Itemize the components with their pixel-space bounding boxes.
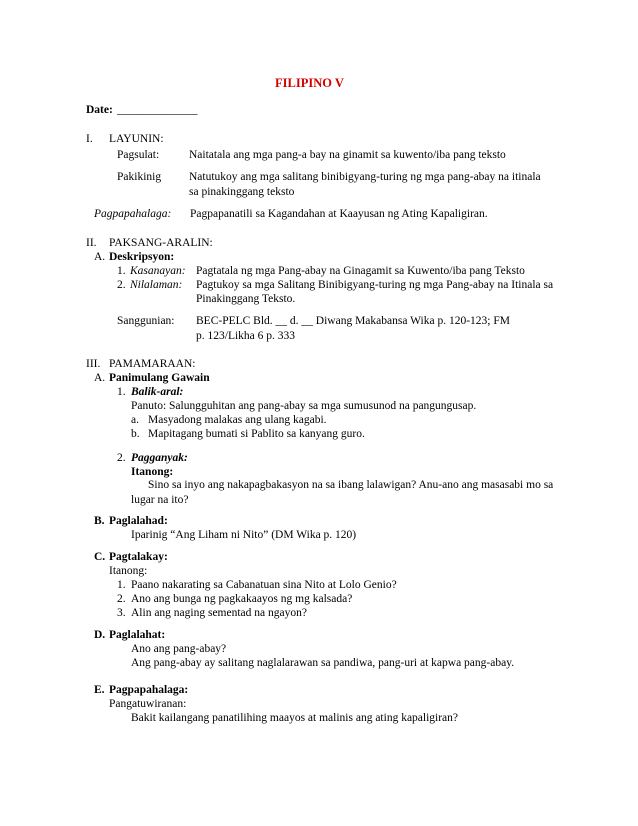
nilalaman-text-line-1: Pagtukoy sa mga Salitang Binibigyang-turing ng mga Pang-abay na Itinala sa: [196, 279, 554, 291]
paglalahad-text: Iparinig “Ang Liham ni Nito” (DM Wika p. 120): [131, 529, 357, 541]
pagtalakay-item-3-number: 3.: [117, 607, 126, 619]
pagpapahalaga-text: Pagpapanatili sa Kagandahan at Kaayusan ng Ating Kapaligiran.: [190, 208, 488, 220]
panimulang-gawain-label: Panimulang Gawain: [109, 372, 210, 384]
date-blank: ______________: [117, 104, 198, 116]
pagtalakay-item-1-text: Paano nakarating sa Cabanatuan sina Nito at Lolo Genio?: [131, 579, 397, 591]
pakikinig-label: Pakikinig: [117, 171, 162, 183]
item-a-text: Masyadong malakas ang ulang kagabi.: [148, 414, 327, 426]
panuto-text: Panuto: Salungguhitan ang pang-abay sa mga sumusunod na pangungusap.: [131, 400, 477, 412]
date-label: Date:: [86, 104, 113, 116]
paglalahad-label: Paglalahad:: [109, 515, 168, 527]
pagpapahalaga-section-label: Pagpapahalaga:: [109, 684, 189, 696]
pagganyak-question-line-2: lugar na ito?: [131, 494, 189, 506]
pakikinig-text-line-1: Natutukoy ang mga salitang binibigyang-turing ng mga pang-abay na itinala: [189, 171, 541, 183]
balik-aral-number: 1.: [117, 386, 126, 398]
paglalahad-letter: B.: [94, 515, 105, 527]
paglalahat-question: Ano ang pang-abay?: [131, 643, 227, 655]
item-b-letter: b.: [131, 428, 140, 440]
document-title: FILIPINO V: [275, 76, 344, 90]
pagtalakay-item-2-number: 2.: [117, 593, 126, 605]
sanggunian-text-line-2: p. 123/Likha 6 p. 333: [196, 330, 296, 342]
item-a-letter: a.: [131, 414, 139, 426]
section-2-number: II.: [86, 237, 97, 249]
pagtalakay-item-2-text: Ano ang bunga ng pagkakaayos ng mg kalsada?: [131, 593, 353, 605]
kasanayan-text: Pagtatala ng mga Pang-abay na Ginagamit sa Kuwento/iba pang Teksto: [196, 265, 525, 277]
pagpapahalaga-section-letter: E.: [94, 684, 105, 696]
kasanayan-label: Kasanayan:: [130, 265, 186, 277]
pangatuwiranan-label: Pangatuwiranan:: [109, 698, 187, 710]
pagganyak-label: Pagganyak:: [131, 452, 188, 464]
paglalahat-label: Paglalahat:: [109, 629, 166, 641]
deskripsyon-label: Deskripsyon:: [109, 251, 175, 263]
item-b-text: Mapitagang bumati si Pablito sa kanyang guro.: [148, 428, 365, 440]
pagpapahalaga-label: Pagpapahalaga:: [94, 208, 172, 220]
itanong-label: Itanong:: [131, 466, 174, 478]
nilalaman-label: Nilalaman:: [130, 279, 183, 291]
sanggunian-label: Sanggunian:: [117, 315, 175, 327]
pakikinig-text-line-2: sa pinakinggang teksto: [189, 186, 295, 198]
nilalaman-text-line-2: Pinakinggang Teksto.: [196, 293, 296, 305]
deskripsyon-letter: A.: [94, 251, 106, 263]
pangatuwiranan-question: Bakit kailangang panatilihing maayos at malinis ang ating kapaligiran?: [131, 712, 459, 724]
section-1-number: I.: [86, 133, 93, 145]
section-2-heading: PAKSANG-ARALIN:: [109, 237, 213, 249]
section-1-heading: LAYUNIN:: [109, 133, 164, 145]
pagganyak-number: 2.: [117, 452, 126, 464]
pagsulat-text: Naitatala ang mga pang-a bay na ginamit sa kuwento/iba pang teksto: [189, 149, 506, 161]
pagsulat-label: Pagsulat:: [117, 149, 160, 161]
paglalahat-answer: Ang pang-abay ay salitang naglalarawan sa pandiwa, pang-uri at kapwa pang-abay.: [131, 657, 515, 669]
pagtalakay-letter: C.: [94, 551, 106, 563]
sanggunian-text-line-1: BEC-PELC Bld. __ d. __ Diwang Makabansa Wika p. 120-123; FM: [196, 315, 510, 327]
panimulang-gawain-letter: A.: [94, 372, 106, 384]
section-3-heading: PAMAMARAAN:: [109, 358, 196, 370]
balik-aral-label: Balik-aral:: [131, 386, 184, 398]
nilalaman-number: 2.: [117, 279, 126, 291]
section-3-number: III.: [86, 358, 101, 370]
paglalahat-letter: D.: [94, 629, 106, 641]
pagganyak-question-line-1: Sino sa inyo ang nakapagbakasyon na sa ibang lalawigan? Anu-ano ang masasabi mo sa: [148, 479, 554, 491]
kasanayan-number: 1.: [117, 265, 126, 277]
pagtalakay-itanong: Itanong:: [109, 565, 148, 577]
pagtalakay-item-1-number: 1.: [117, 579, 126, 591]
pagtalakay-label: Pagtalakay:: [109, 551, 168, 563]
pagtalakay-item-3-text: Alin ang naging sementad na ngayon?: [131, 607, 307, 619]
